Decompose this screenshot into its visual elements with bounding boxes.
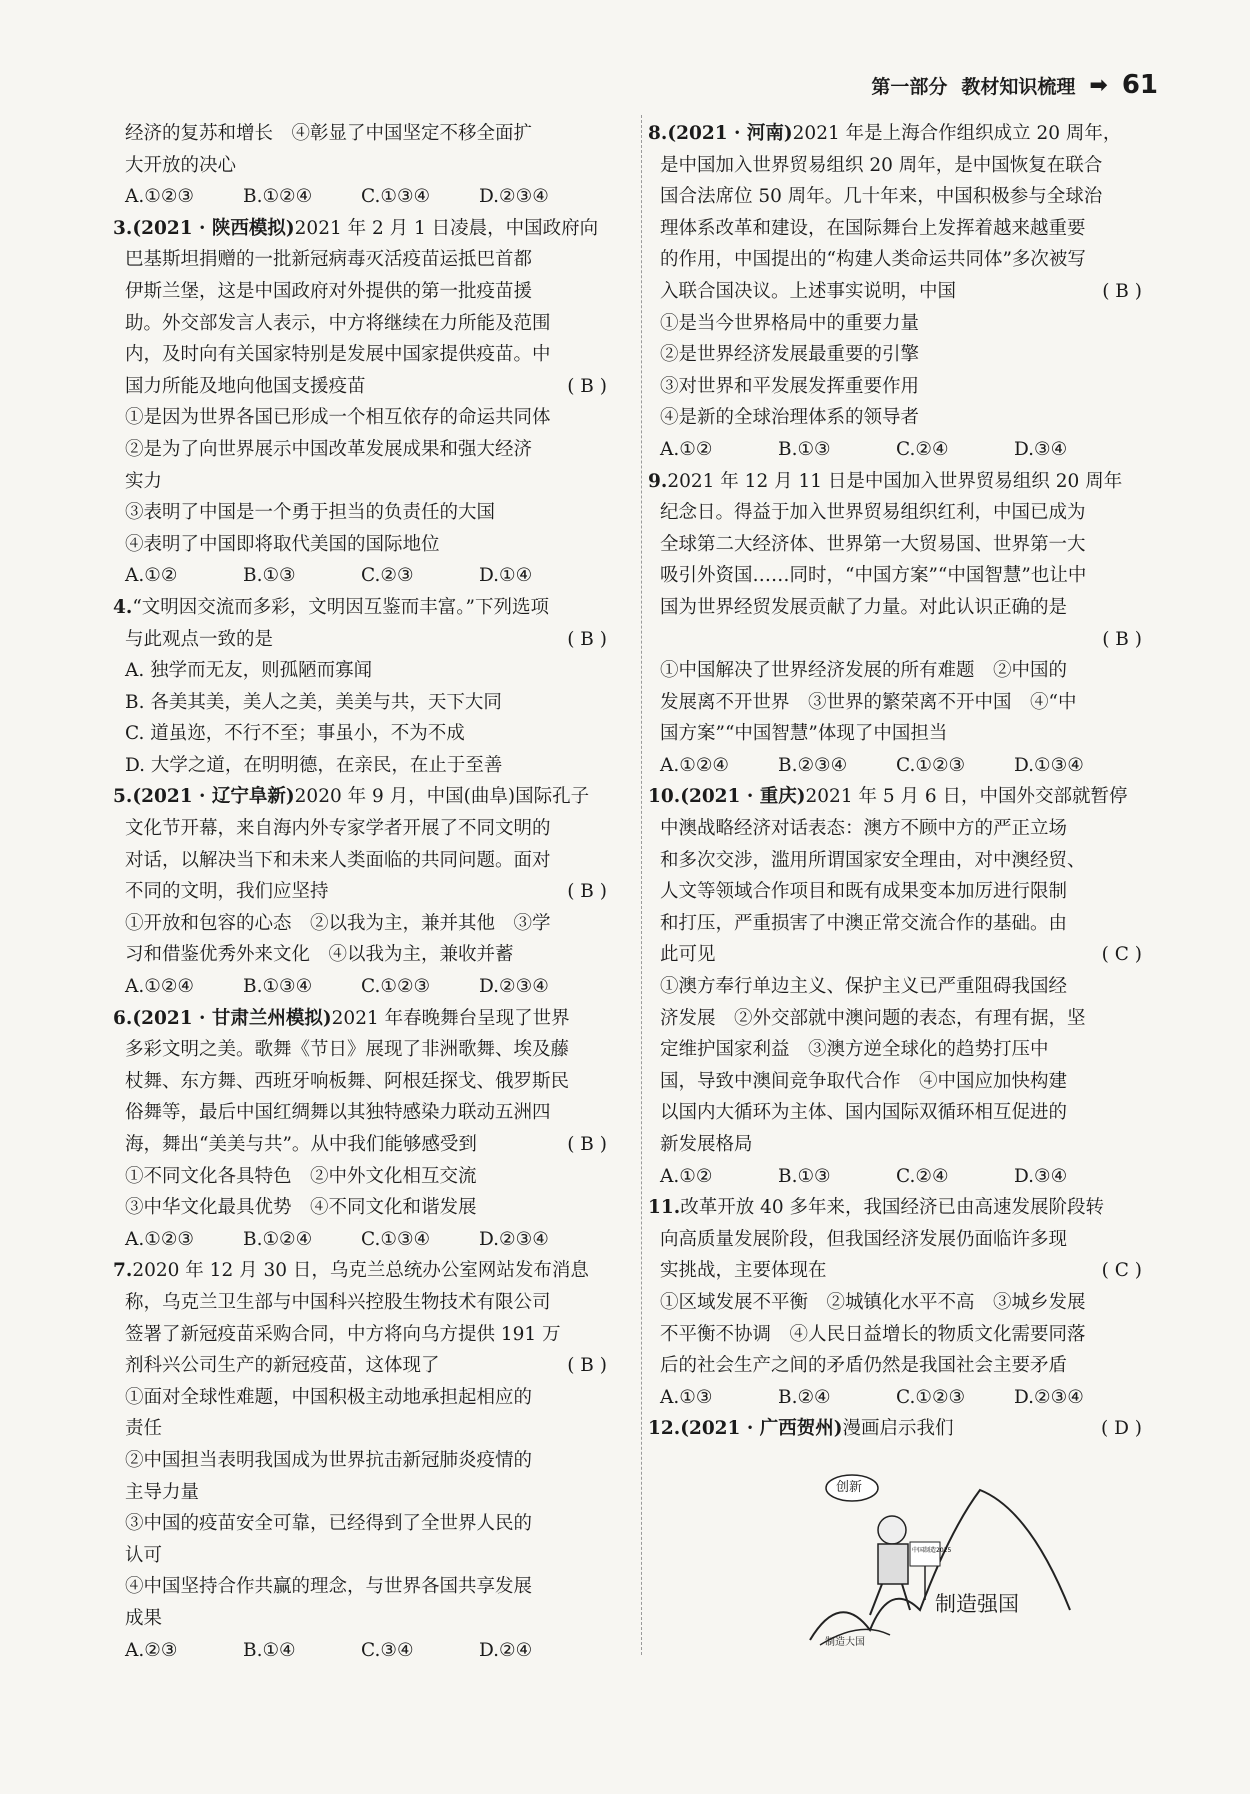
page-header — [871, 70, 1158, 100]
statement: ③表明了中国是一个勇于担当的负责任的大国 — [125, 502, 496, 524]
statement: 习和借鉴优秀外来文化 ④以我为主，兼收并蓄 — [125, 944, 514, 966]
answer: ( C ) — [1101, 1260, 1142, 1282]
statement: 实力 — [125, 470, 163, 492]
text-line: 俗舞等，最后中国红绸舞以其独特感染力联动五洲四 — [125, 1102, 551, 1124]
option: B.①④ — [243, 1639, 296, 1661]
text-line: 漫画启示我们 — [842, 1418, 954, 1440]
text-line: 2021 年 12 月 11 日是中国加入世界贸易组织 20 周年 — [667, 470, 1123, 492]
text-line: 向高质量发展阶段，但我国经济发展仍面临许多现 — [660, 1228, 1068, 1250]
text-line: 2021 年春晚舞台呈现了世界 — [331, 1007, 570, 1029]
question-source: (2021 · 辽宁阜新) — [132, 786, 295, 808]
statement: 以国内大循环为主体、国内国际双循环相互促进的 — [660, 1102, 1068, 1124]
answer: ( B ) — [1102, 280, 1142, 302]
text-line: 和打压，严重损害了中澳正常交流合作的基础。由 — [660, 912, 1068, 934]
option: D.②③④ — [1014, 1386, 1084, 1408]
statement: 主导力量 — [125, 1481, 200, 1503]
option: C.②④ — [896, 1165, 949, 1187]
text-line: 国为世界经贸发展贡献了力量。对此认识正确的是 — [660, 596, 1068, 618]
question-number: 3. — [113, 217, 133, 239]
statement: ③对世界和平发展发挥重要作用 — [660, 375, 920, 397]
answer: ( D ) — [1100, 1418, 1142, 1440]
statement: ④表明了中国即将取代美国的国际地位 — [125, 533, 440, 555]
statement: ④是新的全球治理体系的领导者 — [660, 407, 920, 429]
option: C.①③④ — [361, 186, 431, 208]
text-line: 入联合国决议。上述事实说明，中国 — [660, 280, 957, 302]
question-number: 9. — [648, 470, 668, 492]
option: C.③④ — [361, 1639, 414, 1661]
question-source: (2021 · 陕西模拟) — [132, 217, 295, 239]
section-title: 教材知识梳理 — [961, 75, 1076, 98]
options-row — [125, 181, 625, 213]
options-row — [660, 1161, 1160, 1193]
text-line: 全球第二大经济体、世界第一大贸易国、世界第一大 — [660, 533, 1086, 555]
statement: ③中国的疫苗安全可靠，已经得到了全世界人民的 — [125, 1513, 533, 1535]
option: D.②③④ — [479, 1228, 549, 1250]
question-12 — [648, 1413, 1160, 1445]
cartoon-caption: 制造强国 — [935, 1592, 1019, 1616]
option: D.①③④ — [1014, 754, 1084, 776]
text-line: 海，舞出“美美与共”。从中我们能够感受到 — [125, 1134, 477, 1155]
text-line: 中澳战略经济对话表态：澳方不顾中方的严正立场 — [660, 818, 1068, 840]
question-4 — [113, 592, 625, 782]
text-line: 此可见 — [660, 944, 716, 966]
options-row — [125, 560, 625, 592]
text-line: 多彩文明之美。歌舞《节日》展现了非洲歌舞、埃及藤 — [125, 1039, 570, 1061]
option: B.①③④ — [243, 976, 313, 998]
option: D.②③④ — [479, 976, 549, 998]
text-line: 国合法席位 50 周年。几十年来，中国积极参与全球治 — [660, 186, 1103, 208]
text-line: 国力所能及地向他国支援疫苗 — [125, 375, 366, 397]
statement: 不平衡不协调 ④人民日益增长的物质文化需要同落 — [660, 1323, 1086, 1345]
question-number: 7. — [113, 1260, 133, 1282]
text-line: 称，乌克兰卫生部与中国科兴控股生物技术有限公司 — [125, 1291, 551, 1313]
question-10 — [648, 781, 1160, 1192]
answer: ( B ) — [567, 375, 607, 397]
options-row — [660, 434, 1160, 466]
option: C.①②③ — [361, 976, 431, 998]
option: D.③④ — [1014, 438, 1068, 460]
section-label: 第一部分 — [871, 75, 948, 98]
column-divider — [641, 115, 642, 1655]
option: A.①②③ — [125, 1228, 194, 1250]
statement: 责任 — [125, 1418, 163, 1440]
question-7 — [113, 1255, 625, 1666]
text-line: 改革开放 40 多年来，我国经济已由高速发展阶段转 — [680, 1197, 1104, 1219]
question-3 — [113, 213, 625, 592]
question-source: (2021 · 河南) — [667, 123, 793, 144]
question-number: 8. — [648, 123, 668, 144]
text-line: 2020 年 9 月，中国(曲阜)国际孔子 — [294, 786, 590, 808]
question-11 — [648, 1192, 1160, 1413]
option: C.②③ — [361, 565, 414, 587]
question-source: (2021 · 甘肃兰州模拟) — [132, 1007, 332, 1029]
left-column — [113, 118, 625, 1666]
page-number: 61 — [1121, 70, 1158, 100]
choice: B. 各美其美，美人之美，美美与共，天下大同 — [125, 691, 502, 713]
question-number: 6. — [113, 1007, 133, 1029]
cartoon-sign: 中国制造2025 — [912, 1547, 952, 1554]
cartoon-bubble: 创新 — [836, 1480, 863, 1495]
statement: ②是世界经济发展最重要的引擎 — [660, 344, 920, 366]
text-line: 杖舞、东方舞、西班牙响板舞、阿根廷探戈、俄罗斯民 — [125, 1070, 570, 1092]
option: D.①④ — [479, 565, 533, 587]
answer: ( B ) — [567, 1134, 607, 1155]
option: B.①②④ — [243, 1228, 313, 1250]
text-line: 吸引外资国……同时，“中国方案”“中国智慧”也让中 — [660, 565, 1087, 587]
answer: ( B ) — [1102, 628, 1142, 650]
question-number: 5. — [113, 786, 133, 808]
right-column — [648, 118, 1160, 1445]
option: B.①③ — [778, 438, 831, 460]
text-line: 2021 年 2 月 1 日凌晨，中国政府向 — [294, 217, 599, 239]
option: C.①③④ — [361, 1228, 431, 1250]
cartoon-small-caption: 制造大国 — [825, 1637, 865, 1648]
text-line: “文明因交流而多彩，文明因互鉴而丰富。”下列选项 — [132, 596, 549, 618]
option: A.①② — [660, 1165, 713, 1187]
answer: ( B ) — [567, 628, 607, 650]
statement: ①面对全球性难题，中国积极主动地承担起相应的 — [125, 1386, 533, 1408]
text-line: 巴基斯坦捐赠的一批新冠病毒灭活疫苗运抵巴首都 — [125, 249, 533, 271]
options-row — [125, 1635, 625, 1667]
text-line: 经济的复苏和增长 ④彰显了中国坚定不移全面扩 — [125, 123, 533, 144]
option: A.①②④ — [125, 976, 194, 998]
text-line: 纪念日。得益于加入世界贸易组织红利，中国已成为 — [660, 502, 1086, 524]
cartoon-illustration — [800, 1470, 1090, 1660]
question-source: (2021 · 重庆) — [680, 786, 806, 808]
choice: C. 道虽迩，不行不至；事虽小，不为不成 — [125, 723, 465, 745]
statement: ②是为了向世界展示中国改革发展成果和强大经济 — [125, 438, 533, 460]
option: C.②④ — [896, 438, 949, 460]
text-line: 实挑战，主要体现在 — [660, 1260, 827, 1282]
continued-question — [125, 118, 625, 213]
choice: D. 大学之道，在明明德，在亲民，在止于至善 — [125, 754, 503, 776]
text-line: 对话，以解决当下和未来人类面临的共同问题。面对 — [125, 849, 551, 871]
option: B.①③ — [778, 1165, 831, 1187]
statement: ①不同文化各具特色 ②中外文化相互交流 — [125, 1165, 477, 1187]
option: B.②③④ — [778, 754, 848, 776]
text-line: 2020 年 12 月 30 日，乌克兰总统办公室网站发布消息 — [132, 1260, 589, 1282]
statement: 定维护国家利益 ③澳方逆全球化的趋势打压中 — [660, 1039, 1049, 1061]
question-5 — [113, 781, 625, 1002]
option: A.②③ — [125, 1639, 178, 1661]
question-number: 4. — [113, 596, 133, 618]
question-6 — [113, 1003, 625, 1256]
question-8 — [648, 118, 1160, 466]
statement: ①澳方奉行单边主义、保护主义已严重阻碍我国经 — [660, 976, 1068, 998]
option: B.②④ — [778, 1386, 831, 1408]
text-line: 与此观点一致的是 — [125, 628, 274, 650]
statement: 成果 — [125, 1607, 163, 1629]
option: B.①②④ — [243, 186, 313, 208]
statement: ②中国担当表明我国成为世界抗击新冠肺炎疫情的 — [125, 1449, 533, 1471]
text-line: 助。外交部发言人表示，中方将继续在力所能及范围 — [125, 312, 551, 334]
option: B.①③ — [243, 565, 296, 587]
statement: ③中华文化最具优势 ④不同文化和谐发展 — [125, 1197, 477, 1219]
statement: ①中国解决了世界经济发展的所有难题 ②中国的 — [660, 660, 1068, 682]
question-number: 11. — [648, 1197, 681, 1219]
option: A.①② — [125, 565, 178, 587]
question-source: (2021 · 广西贺州) — [680, 1418, 843, 1440]
text-line: 2021 年 5 月 6 日，中国外交部就暂停 — [805, 786, 1128, 808]
options-row — [660, 750, 1160, 782]
statement: 国，导致中澳间竞争取代合作 ④中国应加快构建 — [660, 1070, 1068, 1092]
option: A.①③ — [660, 1386, 713, 1408]
statement: 新发展格局 — [660, 1134, 753, 1155]
text-line: 是中国加入世界贸易组织 20 周年，是中国恢复在联合 — [660, 154, 1103, 176]
statement: 认可 — [125, 1544, 163, 1566]
text-line: 人文等领域合作项目和既有成果变本加厉进行限制 — [660, 881, 1068, 903]
text-line: 伊斯兰堡，这是中国政府对外提供的第一批疫苗援 — [125, 280, 533, 302]
option: A.①② — [660, 438, 713, 460]
text-line: 文化节开幕，来自海内外专家学者开展了不同文明的 — [125, 818, 551, 840]
text-line: 内，及时向有关国家特别是发展中国家提供疫苗。中 — [125, 344, 551, 366]
text-line: 签署了新冠疫苗采购合同，中方将向乌方提供 191 万 — [125, 1323, 561, 1345]
statement: ①区域发展不平衡 ②城镇化水平不高 ③城乡发展 — [660, 1291, 1086, 1313]
text-line: 的作用，中国提出的“构建人类命运共同体”多次被写 — [660, 249, 1086, 271]
option: C.①②③ — [896, 754, 966, 776]
arrow-icon: ➡ — [1089, 72, 1108, 98]
options-row — [660, 1382, 1160, 1414]
option: A.①②③ — [125, 186, 194, 208]
text-line: 和多次交涉，滥用所谓国家安全理由，对中澳经贸、 — [660, 849, 1086, 871]
text-line: 2021 年是上海合作组织成立 20 周年， — [792, 123, 1122, 144]
statement: ①是因为世界各国已形成一个相互依存的命运共同体 — [125, 407, 551, 429]
text-line: 理体系改革和建设，在国际舞台上发挥着越来越重要 — [660, 217, 1086, 239]
choice: A. 独学而无友，则孤陋而寡闻 — [125, 660, 373, 682]
answer: ( B ) — [567, 881, 607, 903]
statement: 济发展 ②外交部就中澳问题的表态，有理有据，坚 — [660, 1007, 1086, 1029]
statement: ①开放和包容的心态 ②以我为主，兼并其他 ③学 — [125, 912, 551, 934]
option: A.①②④ — [660, 754, 729, 776]
statement: 后的社会生产之间的矛盾仍然是我国社会主要矛盾 — [660, 1355, 1068, 1377]
option: D.③④ — [1014, 1165, 1068, 1187]
text-line: 剂科兴公司生产的新冠疫苗，这体现了 — [125, 1355, 440, 1377]
option: D.②③④ — [479, 186, 549, 208]
question-number: 12. — [648, 1418, 681, 1440]
statement: 国方案”“中国智慧”体现了中国担当 — [660, 723, 948, 745]
statement: ①是当今世界格局中的重要力量 — [660, 312, 920, 334]
answer: ( B ) — [567, 1355, 607, 1377]
options-row — [125, 1224, 625, 1256]
option: C.①②③ — [896, 1386, 966, 1408]
text-line: 不同的文明，我们应坚持 — [125, 881, 329, 903]
option: D.②④ — [479, 1639, 533, 1661]
question-9 — [648, 466, 1160, 782]
statement: ④中国坚持合作共赢的理念，与世界各国共享发展 — [125, 1576, 533, 1598]
answer: ( C ) — [1101, 944, 1142, 966]
options-row — [125, 971, 625, 1003]
text-line: 大开放的决心 — [125, 154, 237, 176]
question-number: 10. — [648, 786, 681, 808]
statement: 发展离不开世界 ③世界的繁荣离不开中国 ④“中 — [660, 691, 1077, 713]
